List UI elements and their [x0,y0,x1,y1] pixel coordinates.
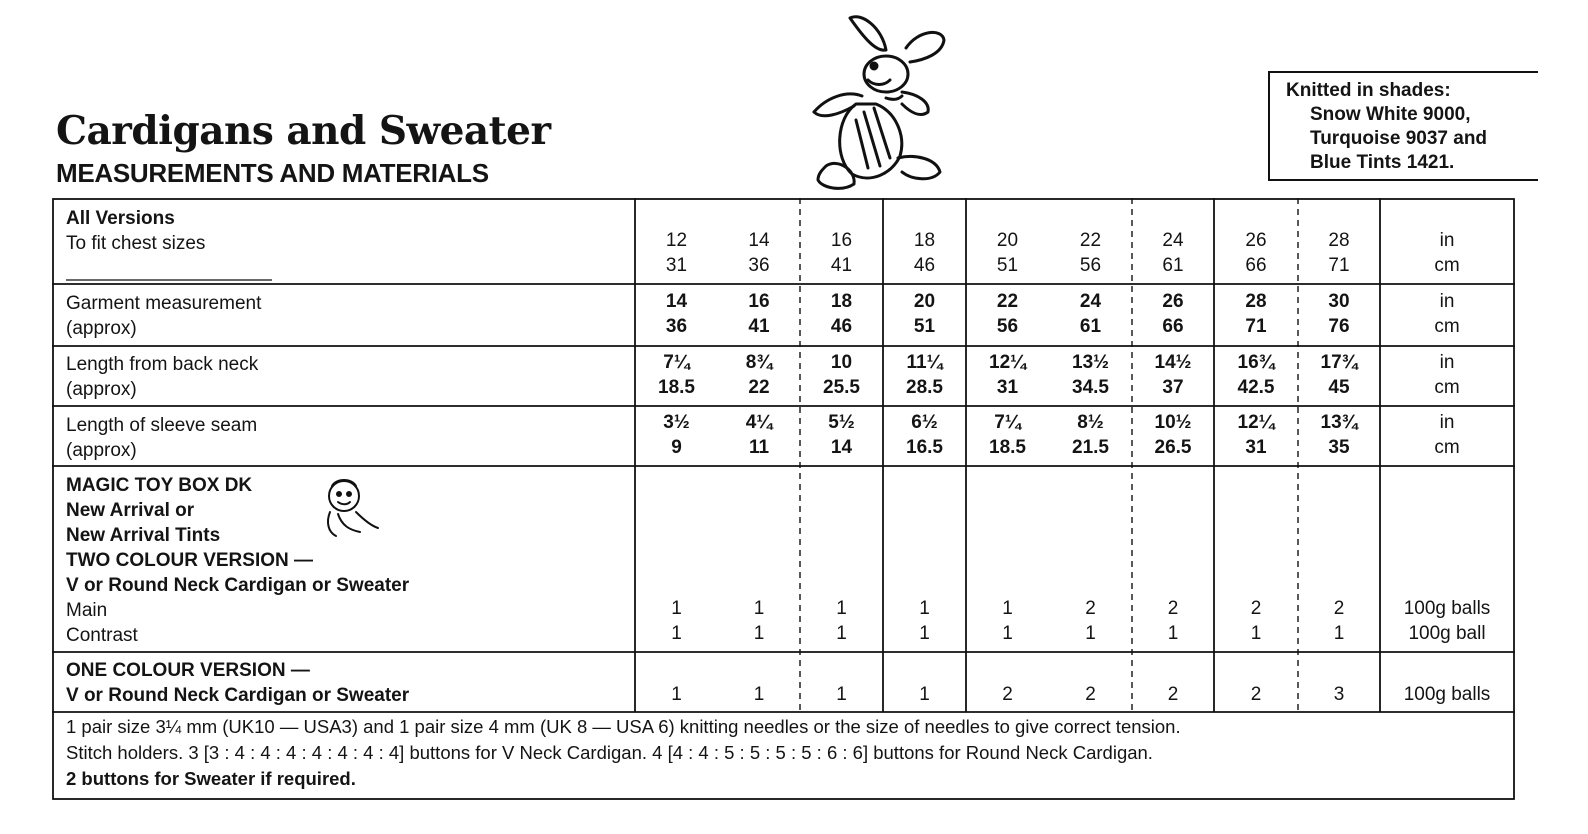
label-new-arrival: New Arrival or [66,500,195,521]
one-colour-cell: 2 [1085,684,1096,705]
size-cell-cm: 21.5 [1072,437,1109,458]
size-cell-in: 10½ [1154,412,1192,433]
size-cell-cm: 61 [1079,316,1102,337]
size-cell-in: 14 [748,230,770,251]
size-cell-in: 8¾ [745,352,773,373]
size-cell-cm: 51 [996,255,1019,276]
unit-cm: cm [1434,316,1460,337]
label-main: Main [66,600,108,621]
size-cell-cm: 31 [665,255,688,276]
label-one-colour: ONE COLOUR VERSION — [66,660,310,681]
label-yarn-brand: MAGIC TOY BOX DK [66,475,253,496]
size-cell-in: 7¼ [994,412,1021,433]
size-cell-cm: 16.5 [906,437,943,458]
size-cell-cm: 31 [1245,437,1267,458]
size-cell-in: 14½ [1154,352,1192,373]
size-cell-in: 10 [830,352,853,373]
row-label-garment [66,291,261,341]
size-cell-cm: 31 [996,377,1019,398]
note-needles: 1 pair size 3¼ mm (UK10 — USA3) and 1 pair size 4 mm (UK 8 — USA 6) knitting needles or the size of needles to give correct tension. [66,716,1181,737]
label-new-arrival-tints: New Arrival Tints [66,525,221,546]
size-cell-cm: 18.5 [989,437,1026,458]
unit-in: in [1439,230,1455,251]
yarn-main-cell: 1 [753,598,765,619]
materials-notes [66,714,1181,792]
size-cell-cm: 61 [1162,255,1184,276]
row-label-back-neck [66,352,258,402]
yarn-contrast-unit: 100g ball [1408,623,1486,644]
shade-line: Snow White 9000, [1310,104,1471,125]
one-colour-labels [66,658,409,708]
row-label-chest [66,206,205,256]
measurements-table [52,198,1516,802]
size-cell-in: 20 [996,230,1019,251]
label-contrast: Contrast [66,625,138,646]
size-cell-cm: 66 [1162,316,1184,337]
label-approx: (approx) [66,440,137,461]
size-cell-cm: 18.5 [658,377,695,398]
size-cell-in: 3½ [663,412,690,433]
size-cell-cm: 46 [913,255,936,276]
page-subtitle: MEASUREMENTS AND MATERIALS [56,158,489,188]
page-title: Cardigans and Sweater [56,108,551,154]
size-cell-in: 16¾ [1237,352,1275,373]
size-cell-in: 4¼ [745,412,773,433]
yarn-contrast-cell: 1 [1250,623,1262,644]
one-colour-cell: 1 [919,684,930,705]
unit-cm: cm [1434,255,1460,276]
size-cell-cm: 11 [748,437,770,458]
size-cell-in: 12¼ [989,352,1026,373]
one-colour-cell: 2 [1002,684,1013,705]
rabbit-illustration [806,8,956,193]
size-cell-in: 14 [665,291,688,312]
size-cell-cm: 35 [1328,437,1350,458]
unit-in: in [1439,412,1455,433]
size-cell-in: 11¼ [906,352,943,373]
size-cell-in: 17¾ [1320,352,1358,373]
label-chest-sizes: To fit chest sizes [66,233,206,254]
size-cell-cm: 66 [1245,255,1267,276]
size-cell-in: 7¼ [663,352,690,373]
size-cell-cm: 45 [1328,377,1350,398]
size-cell-cm: 51 [913,316,936,337]
yarn-main-cell: 1 [671,598,682,619]
yarn-contrast-cell: 1 [1333,623,1345,644]
yarn-main-cell: 2 [1250,598,1262,619]
size-cell-in: 13¾ [1320,412,1358,433]
yarn-main-cell: 2 [1167,598,1179,619]
size-cell-cm: 71 [1328,255,1350,276]
size-cell-in: 22 [996,291,1019,312]
yarn-main-cell: 2 [1333,598,1345,619]
yarn-contrast-cell: 1 [836,623,847,644]
size-cell-cm: 36 [665,316,688,337]
size-cell-in: 24 [1162,230,1184,251]
size-cell-cm: 36 [748,255,770,276]
size-cell-cm: 42.5 [1237,377,1275,398]
unit-cm: cm [1434,377,1460,398]
size-cell-in: 13½ [1072,352,1109,373]
size-cell-in: 6½ [911,412,938,433]
shade-line: Blue Tints 1421. [1310,152,1455,173]
size-cell-cm: 37 [1162,377,1184,398]
size-cell-in: 26 [1162,291,1184,312]
size-cell-in: 12 [665,230,688,251]
size-cell-in: 22 [1079,230,1102,251]
unit-cm: cm [1434,437,1460,458]
label-v-round-neck: V or Round Neck Cardigan or Sweater [66,685,410,706]
size-cell-cm: 76 [1328,316,1350,337]
one-colour-cell: 3 [1333,684,1345,705]
size-cell-cm: 71 [1245,316,1267,337]
yarn-main-cell: 1 [1002,598,1013,619]
one-colour-unit: 100g balls [1403,684,1491,705]
one-colour-cell: 1 [836,684,847,705]
size-cell-cm: 41 [830,255,853,276]
size-cell-in: 8½ [1077,412,1104,433]
size-cell-in: 16 [830,230,853,251]
shade-line: Turquoise 9037 and [1310,128,1488,149]
size-cell-in: 28 [1245,291,1267,312]
size-cell-in: 12¼ [1237,412,1275,433]
size-cell-cm: 46 [830,316,853,337]
label-length-back-neck: Length from back neck [66,354,259,375]
note-stitch-holders: Stitch holders. 3 [3 : 4 : 4 : 4 : 4 : 4 : 4 : 4] buttons for V Neck Cardigan. 4 [4 : 4 : 5 : 5 : 5 : 5 : 6 : 6] buttons for Round Neck Cardigan. [66,742,1153,763]
label-all-versions: All Versions [66,208,175,229]
note-sweater-buttons: 2 buttons for Sweater if required. [66,768,356,789]
yarn-main-cell: 1 [919,598,930,619]
yarn-main-cell: 2 [1085,598,1096,619]
label-two-colour: TWO COLOUR VERSION — [66,550,313,571]
label-v-round-neck: V or Round Neck Cardigan or Sweater [66,575,410,596]
size-cell-in: 30 [1328,291,1350,312]
size-cell-in: 16 [748,291,770,312]
one-colour-cell: 1 [753,684,765,705]
one-colour-cell: 1 [671,684,682,705]
yarn-contrast-cell: 1 [753,623,765,644]
size-cell-cm: 26.5 [1154,437,1192,458]
yarn-contrast-cell: 1 [1002,623,1013,644]
label-sleeve-seam: Length of sleeve seam [66,415,258,436]
yarn-contrast-cell: 1 [1085,623,1096,644]
row-label-sleeve [66,413,257,463]
size-cell-in: 26 [1245,230,1267,251]
unit-in: in [1439,352,1455,373]
size-cell-cm: 56 [1079,255,1102,276]
label-approx: (approx) [66,318,137,339]
yarn-main-unit: 100g balls [1403,598,1491,619]
yarn-contrast-cell: 1 [1167,623,1179,644]
yarn-box-mascot-icon [320,474,382,542]
one-colour-cell: 2 [1167,684,1179,705]
size-cell-in: 24 [1079,291,1102,312]
unit-in: in [1439,291,1455,312]
yarn-contrast-cell: 1 [919,623,930,644]
size-cell-cm: 41 [748,316,770,337]
size-cell-cm: 14 [830,437,853,458]
size-cell-in: 18 [830,291,853,312]
size-cell-cm: 22 [748,377,770,398]
size-cell-cm: 28.5 [906,377,943,398]
size-cell-cm: 25.5 [823,377,860,398]
yarn-main-cell: 1 [836,598,847,619]
label-garment-measurement: Garment measurement [66,293,262,314]
size-cell-cm: 9 [671,437,682,458]
shades-heading: Knitted in shades: [1286,80,1451,101]
size-cell-cm: 34.5 [1072,377,1109,398]
size-cell-in: 28 [1328,230,1350,251]
one-colour-cell: 2 [1250,684,1262,705]
size-cell-cm: 56 [996,316,1019,337]
yarn-contrast-cell: 1 [671,623,682,644]
shades-box [1268,71,1538,181]
size-cell-in: 20 [913,291,936,312]
size-cell-in: 5½ [828,412,855,433]
label-approx: (approx) [66,379,137,400]
size-cell-in: 18 [913,230,936,251]
